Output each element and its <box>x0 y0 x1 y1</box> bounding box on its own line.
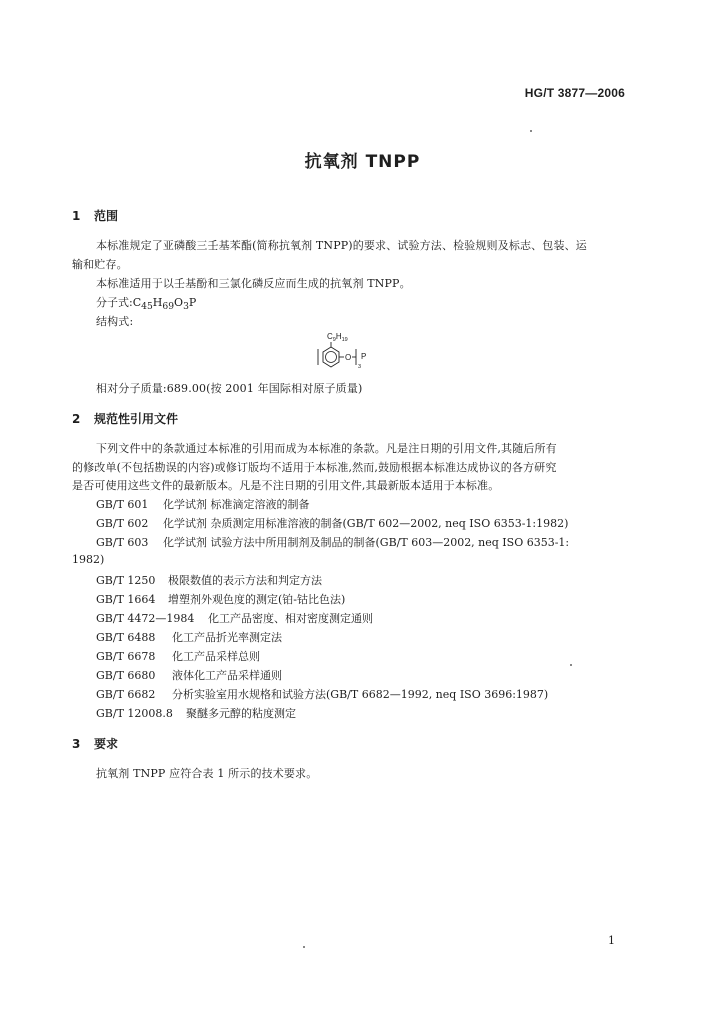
reference-item <box>96 515 568 531</box>
formula-element: P <box>188 296 197 309</box>
scope-paragraph-line: 输和贮存。 <box>72 258 128 271</box>
section-3-heading <box>72 735 118 752</box>
reference-code: GB/T 603 <box>96 536 149 549</box>
structural-formula <box>314 330 384 378</box>
reference-code: GB/T 601 <box>96 498 149 511</box>
reference-title: 化工产品密度、相对密度测定通则 <box>208 612 373 625</box>
reference-code: GB/T 6682 <box>96 688 156 701</box>
reference-code: GB/T 1664 <box>96 593 156 606</box>
scan-speck <box>570 664 572 666</box>
section-number: 2 <box>72 412 81 426</box>
reference-code: GB/T 6678 <box>96 650 156 663</box>
scan-speck <box>303 946 305 948</box>
section-title: 范围 <box>94 209 119 223</box>
reference-item <box>96 629 282 645</box>
references-paragraph-line: 是否可使用这些文件的最新版本。凡是不注日期的引用文件,其最新版本适用于本标准。 <box>72 479 500 492</box>
oxygen-label: O <box>345 353 352 362</box>
reference-code: GB/T 602 <box>96 517 149 530</box>
substituent-label: $C_9H_{19}$ <box>327 332 348 343</box>
formula-label: 分子式: <box>96 296 133 309</box>
reference-title: 化工产品折光率测定法 <box>172 631 282 644</box>
section-1-heading <box>72 207 118 224</box>
applicability-paragraph: 本标准适用于以壬基酚和三氯化磷反应而生成的抗氧剂 TNPP。 <box>96 277 411 290</box>
section-number: 1 <box>72 209 81 223</box>
reference-item <box>96 534 569 550</box>
reference-code: GB/T 1250 <box>96 574 156 587</box>
section-title: 要求 <box>94 737 119 751</box>
references-paragraph-line: 的修改单(不包括勘误的内容)或修订版均不适用于本标准,然而,鼓励根据本标准达成协议的各方研究 <box>72 461 557 474</box>
section-2-heading <box>72 410 178 427</box>
reference-code: GB/T 6680 <box>96 669 156 682</box>
structure-diagram <box>314 330 384 378</box>
reference-title: 化学试剂 标准滴定溶液的制备 <box>163 498 310 511</box>
phosphorus-label: P <box>361 352 367 361</box>
scan-speck <box>530 130 532 132</box>
formula-subscript: 3 <box>183 301 189 313</box>
section-number: 3 <box>72 737 81 751</box>
structure-label: 结构式: <box>96 315 134 328</box>
reference-item <box>96 591 345 607</box>
repeat-count: 3 <box>358 364 362 370</box>
formula-subscript: 45 <box>141 301 153 313</box>
reference-item <box>96 610 373 626</box>
reference-title: 极限数值的表示方法和判定方法 <box>168 574 322 587</box>
reference-item <box>96 648 260 664</box>
reference-code: GB/T 12008.8 <box>96 707 173 720</box>
references-paragraph-line: 下列文件中的条款通过本标准的引用而成为本标准的条款。凡是注日期的引用文件,其随后所有 <box>96 442 557 455</box>
formula-element: O <box>174 296 184 309</box>
reference-item <box>96 572 322 588</box>
reference-title: 分析实验室用水规格和试验方法(GB/T 6682—1992, neq ISO 3696:1987) <box>172 688 549 701</box>
molar-mass: 相对分子质量:689.00(按 2001 年国际相对原子质量) <box>96 382 363 395</box>
reference-continuation: 1982) <box>72 553 105 566</box>
reference-item <box>96 705 296 721</box>
reference-code: GB/T 4472—1984 <box>96 612 195 625</box>
formula-subscript: 69 <box>162 301 175 313</box>
section-title: 规范性引用文件 <box>94 412 179 426</box>
reference-item <box>96 496 310 512</box>
reference-title: 聚醚多元醇的粘度测定 <box>186 707 296 720</box>
document-title: 抗氧剂 TNPP <box>304 152 421 172</box>
reference-title: 液体化工产品采样通则 <box>172 669 282 682</box>
reference-code: GB/T 6488 <box>96 631 156 644</box>
formula-element: H <box>152 296 163 309</box>
reference-title: 化学试剂 试验方法中所用制剂及制品的制备(GB/T 603—2002, neq ISO 6353-1: <box>163 536 570 549</box>
formula-element: C <box>132 296 142 309</box>
molecular-formula <box>96 294 196 312</box>
page-number: 1 <box>608 934 615 947</box>
reference-item <box>96 686 548 702</box>
reference-title: 增塑剂外观色度的测定(铂-钴比色法) <box>168 593 346 606</box>
requirements-paragraph: 抗氧剂 TNPP 应符合表 1 所示的技术要求。 <box>96 767 318 780</box>
scope-paragraph-line: 本标准规定了亚磷酸三壬基苯酯(简称抗氧剂 TNPP)的要求、试验方法、检验规则及标志、包装、运 <box>96 239 587 252</box>
reference-title: 化学试剂 杂质测定用标准溶液的制备(GB/T 602—2002, neq ISO 6353-1:1982) <box>163 517 569 530</box>
reference-title: 化工产品采样总则 <box>172 650 260 663</box>
aromatic-circle <box>326 352 337 363</box>
reference-item <box>96 667 282 683</box>
standard-code: HG/T 3877—2006 <box>524 86 625 100</box>
